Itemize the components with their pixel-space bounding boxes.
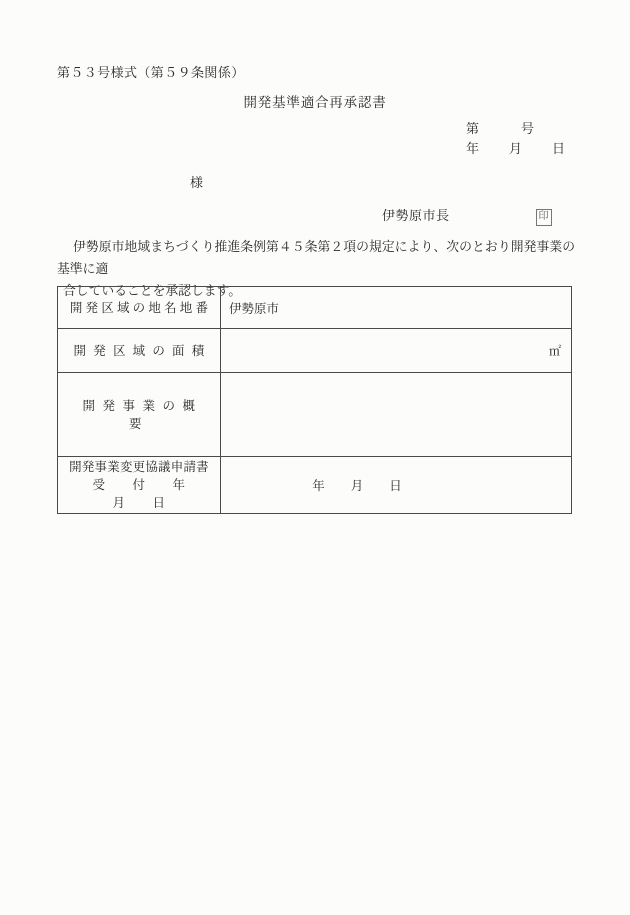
row-label-text: 開発区域の面積 (73, 343, 212, 358)
reference-date-month: 月 (509, 141, 523, 156)
row-value-receipt-date[interactable] (221, 457, 572, 514)
receipt-date-day: 日 (389, 479, 402, 493)
table-row (58, 373, 572, 457)
area-unit-label: ㎡ (548, 344, 561, 358)
receipt-date-month: 月 (350, 479, 364, 493)
row-label-text: 開発事業の概要 (82, 398, 203, 431)
table-row (58, 329, 572, 373)
row-value-location[interactable] (221, 287, 572, 329)
reference-date-line (466, 139, 565, 159)
row-label-text-line2: 受 付 年 月 日 (92, 478, 213, 510)
page-title: 開発基準適合再承認書 (243, 95, 387, 110)
table-row (58, 287, 572, 329)
row-value-outline[interactable] (221, 373, 572, 457)
table-row (58, 457, 572, 514)
reference-block (466, 119, 565, 159)
row-label-text-line1: 開発事業変更協議申請書 (69, 460, 209, 474)
row-value-area[interactable] (221, 329, 572, 373)
form-number-header: 第５３号様式（第５９条関係） (57, 65, 245, 80)
body-paragraph-line1: 伊勢原市地域まちづくり推進条例第４５条第２項の規定により、次のとおり開発事業の基準に適 (57, 240, 575, 276)
reference-date-day: 日 (552, 141, 566, 156)
row-label-receipt-date (58, 457, 221, 514)
reference-date-year: 年 (466, 141, 480, 156)
addressee-honorific: 様 (190, 175, 204, 190)
reference-number-suffix: 号 (521, 121, 535, 136)
row-label-text: 開発区域の地名地番 (69, 300, 212, 315)
reference-number-prefix: 第 (466, 121, 480, 136)
reference-number-line (466, 119, 565, 139)
receipt-date-year: 年 (312, 479, 325, 493)
issuer-line (382, 205, 552, 226)
row-label-area (58, 329, 221, 373)
row-label-outline (58, 373, 221, 457)
body-paragraph-line2: 合していることを承認します。 (63, 284, 242, 298)
row-label-location (58, 287, 221, 329)
issuer-name: 伊勢原市長 (382, 208, 450, 223)
receipt-date-fields (229, 476, 563, 494)
seal-icon: 印 (536, 209, 552, 226)
development-form-table (57, 286, 572, 514)
row-value-text: 伊勢原市 (229, 301, 280, 316)
